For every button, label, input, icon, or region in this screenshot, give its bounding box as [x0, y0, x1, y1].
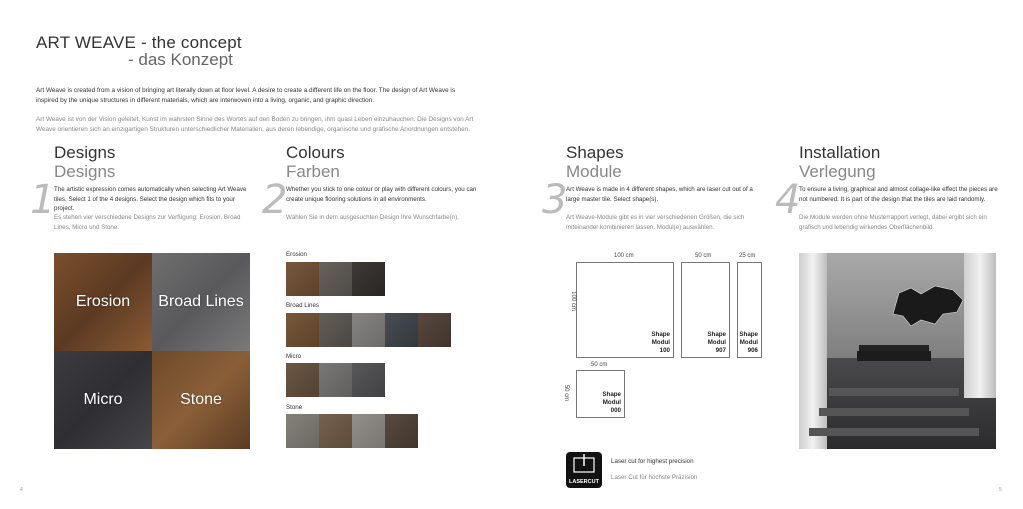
shapes-text-de: Art Weave-Module gibt es in vier verschiedenen Größen, die sich miteinander kombinieren lassen. Modul(e) auswählen.	[566, 214, 745, 231]
lasercut-badge	[566, 452, 602, 488]
designs-heading-en: Designs	[54, 143, 116, 162]
colour-swatch[interactable]	[286, 313, 319, 347]
page-number-left: 4	[20, 487, 23, 493]
colour-swatch[interactable]	[286, 262, 319, 296]
shape-label: Shape Modul 000	[602, 391, 621, 414]
shape-modul-100[interactable]	[576, 262, 674, 358]
dimension-label: 50 cm	[563, 384, 570, 402]
page-number-right: 5	[999, 487, 1002, 493]
intro-german: Art Weave ist von der Vision geleitet, Kunst im wahrsten Sinne des Wortes auf den Boden zu bringen, ihm quasi Leben einzuhauchen. Die Designs von Art Weave orientieren sich an einzigartigen Strukturen unterschiedlicher Materialien, aus deren lebendige, organische und grafische Anordnungen entstehen.	[36, 116, 474, 133]
shapes-section-heading	[566, 143, 624, 181]
colours-text-de: Wählen Sie in dem ausgesuchten Design Ihre Wunschfarbe(n).	[286, 214, 459, 221]
swatch-label-broad-lines: Broad Lines	[286, 302, 320, 309]
designs-text-en: The artistic expression comes automatically when selecting Art Weave tiles. Select 1 of the 4 designs. Select the design which fits to your project.	[54, 186, 247, 212]
colour-swatch[interactable]	[352, 262, 385, 296]
design-tile-label: Micro	[83, 391, 123, 408]
shape-modul-000[interactable]	[576, 370, 625, 418]
installation-photo	[799, 253, 996, 449]
shape-modul-906[interactable]	[737, 262, 762, 358]
shape-label: Shape Modul 907	[707, 331, 726, 354]
swatch-label-micro: Micro	[286, 353, 302, 360]
shapes-heading-en: Shapes	[566, 143, 624, 162]
colour-swatch[interactable]	[352, 313, 385, 347]
colour-swatch[interactable]	[319, 414, 352, 448]
step-number-1: 1	[30, 177, 56, 223]
swatch-label-stone: Stone	[286, 404, 303, 411]
installation-section-heading	[799, 143, 880, 181]
design-tiles-grid	[54, 253, 250, 449]
designs-section-heading	[54, 143, 115, 181]
step-number-2: 2	[262, 177, 288, 223]
shape-label: Shape Modul 100	[651, 331, 670, 354]
step-number-3: 3	[542, 177, 568, 223]
dimension-label: 50 cm	[695, 253, 712, 259]
design-tile-broad-lines[interactable]	[152, 253, 250, 351]
installation-heading-de: Verlegung	[799, 162, 876, 181]
laser-text-de: Laser Cut für höchste Präzision	[611, 474, 698, 481]
colour-swatch[interactable]	[385, 414, 418, 448]
dimension-label: 100 cm	[614, 253, 634, 259]
design-tile-label: Stone	[180, 391, 222, 408]
page-subtitle: - das Konzept	[128, 50, 233, 69]
laser-icon	[566, 454, 602, 478]
dimension-label: 25 cm	[739, 253, 756, 259]
step-number-4: 4	[775, 177, 801, 223]
colours-text-en: Whether you stick to one colour or play with different colours, you can create unique flooring solutions in all environments.	[286, 186, 477, 203]
design-tile-label: Broad Lines	[158, 293, 244, 310]
designs-text-de: Es stehen vier verschiedene Designs zur Verfügung: Erosion, Broad Lines, Micro und Stone.	[54, 214, 241, 231]
installation-room-image	[799, 253, 996, 449]
colour-swatch[interactable]	[286, 414, 319, 448]
laser-text-en: Laser cut for highest precision	[611, 458, 694, 465]
page-title: ART WEAVE - the concept	[36, 33, 242, 52]
colour-swatch[interactable]	[319, 313, 352, 347]
installation-text-de: Die Module werden ohne Musterrapport verlegt, dabei ergibt sich ein grafisch und lebendig wirkendes Oberflächenbild.	[799, 214, 987, 231]
swatch-label-erosion: Erosion	[286, 251, 307, 258]
colours-section-heading	[286, 143, 345, 181]
colour-swatch[interactable]	[286, 363, 319, 397]
colour-swatch[interactable]	[319, 262, 352, 296]
shapes-heading-de: Module	[566, 162, 622, 181]
lasercut-badge-label: LASERCUT	[569, 479, 599, 485]
design-tile-label: Erosion	[75, 293, 131, 310]
design-tile-micro[interactable]	[54, 351, 152, 449]
colour-swatch[interactable]	[319, 363, 352, 397]
colour-swatch[interactable]	[418, 313, 451, 347]
design-tile-stone[interactable]	[152, 351, 250, 449]
installation-text-en: To ensure a living, graphical and almost collage-like effect the pieces are not numbered. It is part of the design that the tiles are laid randomly.	[799, 186, 998, 203]
colour-swatch[interactable]	[385, 313, 418, 347]
shape-modul-907[interactable]	[681, 262, 730, 358]
designs-heading-de: Designs	[54, 162, 116, 181]
colours-heading-en: Colours	[286, 143, 345, 162]
colours-heading-de: Farben	[286, 162, 340, 181]
installation-heading-en: Installation	[799, 143, 881, 162]
shape-label: Shape Modul 906	[739, 331, 758, 354]
intro-english: Art Weave is created from a vision of bringing art literally down at floor level. A desire to create a different life on the floor. The design of Art Weave is inspired by the unique structures in different materials, which are interwoven into a living, organic, and graphic direction.	[36, 87, 456, 104]
shapes-text-en: Art Weave is made in 4 different shapes, which are laser cut out of a large master tile. Select shape(s).	[566, 186, 753, 203]
design-tile-erosion[interactable]	[54, 253, 152, 351]
colour-swatch[interactable]	[352, 414, 385, 448]
dimension-label: 50 cm	[591, 362, 608, 368]
dimension-label: 100 cm	[569, 291, 576, 311]
colour-swatch[interactable]	[352, 363, 385, 397]
